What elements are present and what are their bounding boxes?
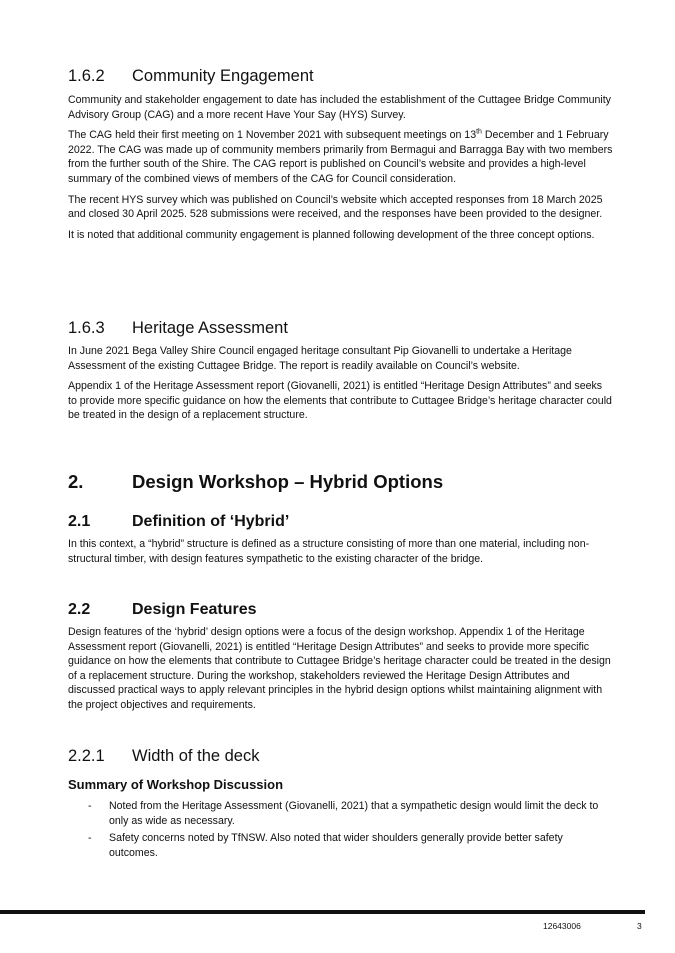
section-title: Heritage Assessment	[132, 319, 288, 337]
section-number: 1.6.2	[68, 67, 105, 85]
paragraph	[68, 128, 613, 186]
section-title: Width of the deck	[132, 747, 260, 765]
chapter-heading	[68, 471, 613, 493]
section-heading	[68, 512, 613, 532]
text-run: December and 1 February 2022. The CAG was made up of community members primarily from Bermagui and Barragga Bay with two members from the further south of the Shire. The CAG report is published on Council’s website and provides a high-level summary of the combined views of members of the CAG for Council consideration.	[68, 129, 613, 185]
section-2-2	[68, 600, 613, 713]
dash-bullet: -	[88, 800, 92, 812]
paragraph: The recent HYS survey which was published on Council’s website which accepted responses from 18 March 2025 and closed 30 April 2025. 528 submissions were received, and the responses have been provided to the designer.	[68, 193, 603, 221]
section-heading	[68, 600, 613, 620]
section-number: 2.2	[68, 601, 91, 618]
paragraph: It is noted that additional community engagement is planned following development of the three concept options.	[68, 228, 595, 241]
section-number: 2.1	[68, 513, 91, 530]
section-heading	[68, 746, 613, 766]
paragraph: Community and stakeholder engagement to date has included the establishment of the Cuttagee Bridge Community Advisory Group (CAG) and a more recent Have Your Say (HYS) Survey.	[68, 94, 611, 121]
list-item	[68, 831, 613, 860]
section-2-1	[68, 512, 613, 566]
chapter-number: 2.	[68, 471, 84, 492]
chapter-title: Design Workshop – Hybrid Options	[132, 471, 444, 492]
section-1-6-3	[68, 318, 613, 423]
superscript: th	[476, 128, 482, 136]
list-item-text: Safety concerns noted by TfNSW. Also noted that wider shoulders generally provide better safety outcomes.	[109, 832, 563, 859]
section-number: 1.6.3	[68, 319, 105, 337]
document-number: 12643006	[543, 921, 581, 931]
section-heading	[68, 66, 613, 86]
section-heading	[68, 318, 613, 338]
section-2-2-1	[68, 746, 613, 863]
paragraph: Design features of the ‘hybrid’ design options were a focus of the design workshop. Appendix 1 of the Heritage Assessment report (Giovanelli, 2021) is entitled “Heritage Design Attributes” and seeks to provide more specific guidance on how the elements that contribute to Cuttagee Bridge’s heritage character could be treated in the design of a replacement structure. During the workshop, stakeholders reviewed the Heritage Design Attributes and discussed practical ways to apply relevant principles in the hybrid design options whilst maintaining alignment with the project objectives and requirements.	[68, 626, 611, 711]
section-title: Community Engagement	[132, 67, 314, 85]
paragraph: In June 2021 Bega Valley Shire Council engaged heritage consultant Pip Giovanelli to undertake a Heritage Assessment of the existing Cuttagee Bridge. The report is readily available on Council’s website.	[68, 345, 572, 372]
paragraph: Appendix 1 of the Heritage Assessment report (Giovanelli, 2021) is entitled “Heritage Design Attributes” and seeks to provide more specific guidance on how the elements that contribute to Cuttagee Bridge’s heritage character could be treated in the design of a replacement structure.	[68, 380, 612, 422]
bullet-list	[68, 799, 613, 860]
section-1-6-2	[68, 66, 613, 242]
page-number: 3	[637, 921, 642, 931]
section-number: 2.2.1	[68, 747, 105, 765]
footer-rule	[0, 910, 645, 914]
dash-bullet: -	[88, 832, 92, 845]
list-item	[68, 799, 613, 828]
section-title: Definition of ‘Hybrid’	[132, 513, 290, 530]
chapter-2	[68, 471, 613, 493]
paragraph: In this context, a “hybrid” structure is defined as a structure consisting of more than one material, including non-structural timber, with design features sympathetic to the existing character of the bridge.	[68, 538, 590, 565]
text-run: The CAG held their first meeting on 1 November 2021 with subsequent meetings on 13	[68, 129, 477, 142]
list-item-text: Noted from the Heritage Assessment (Giovanelli, 2021) that a sympathetic design would limit the deck to only as wide as necessary.	[109, 800, 599, 827]
subheading: Summary of Workshop Discussion	[68, 777, 284, 792]
section-title: Design Features	[132, 601, 257, 618]
